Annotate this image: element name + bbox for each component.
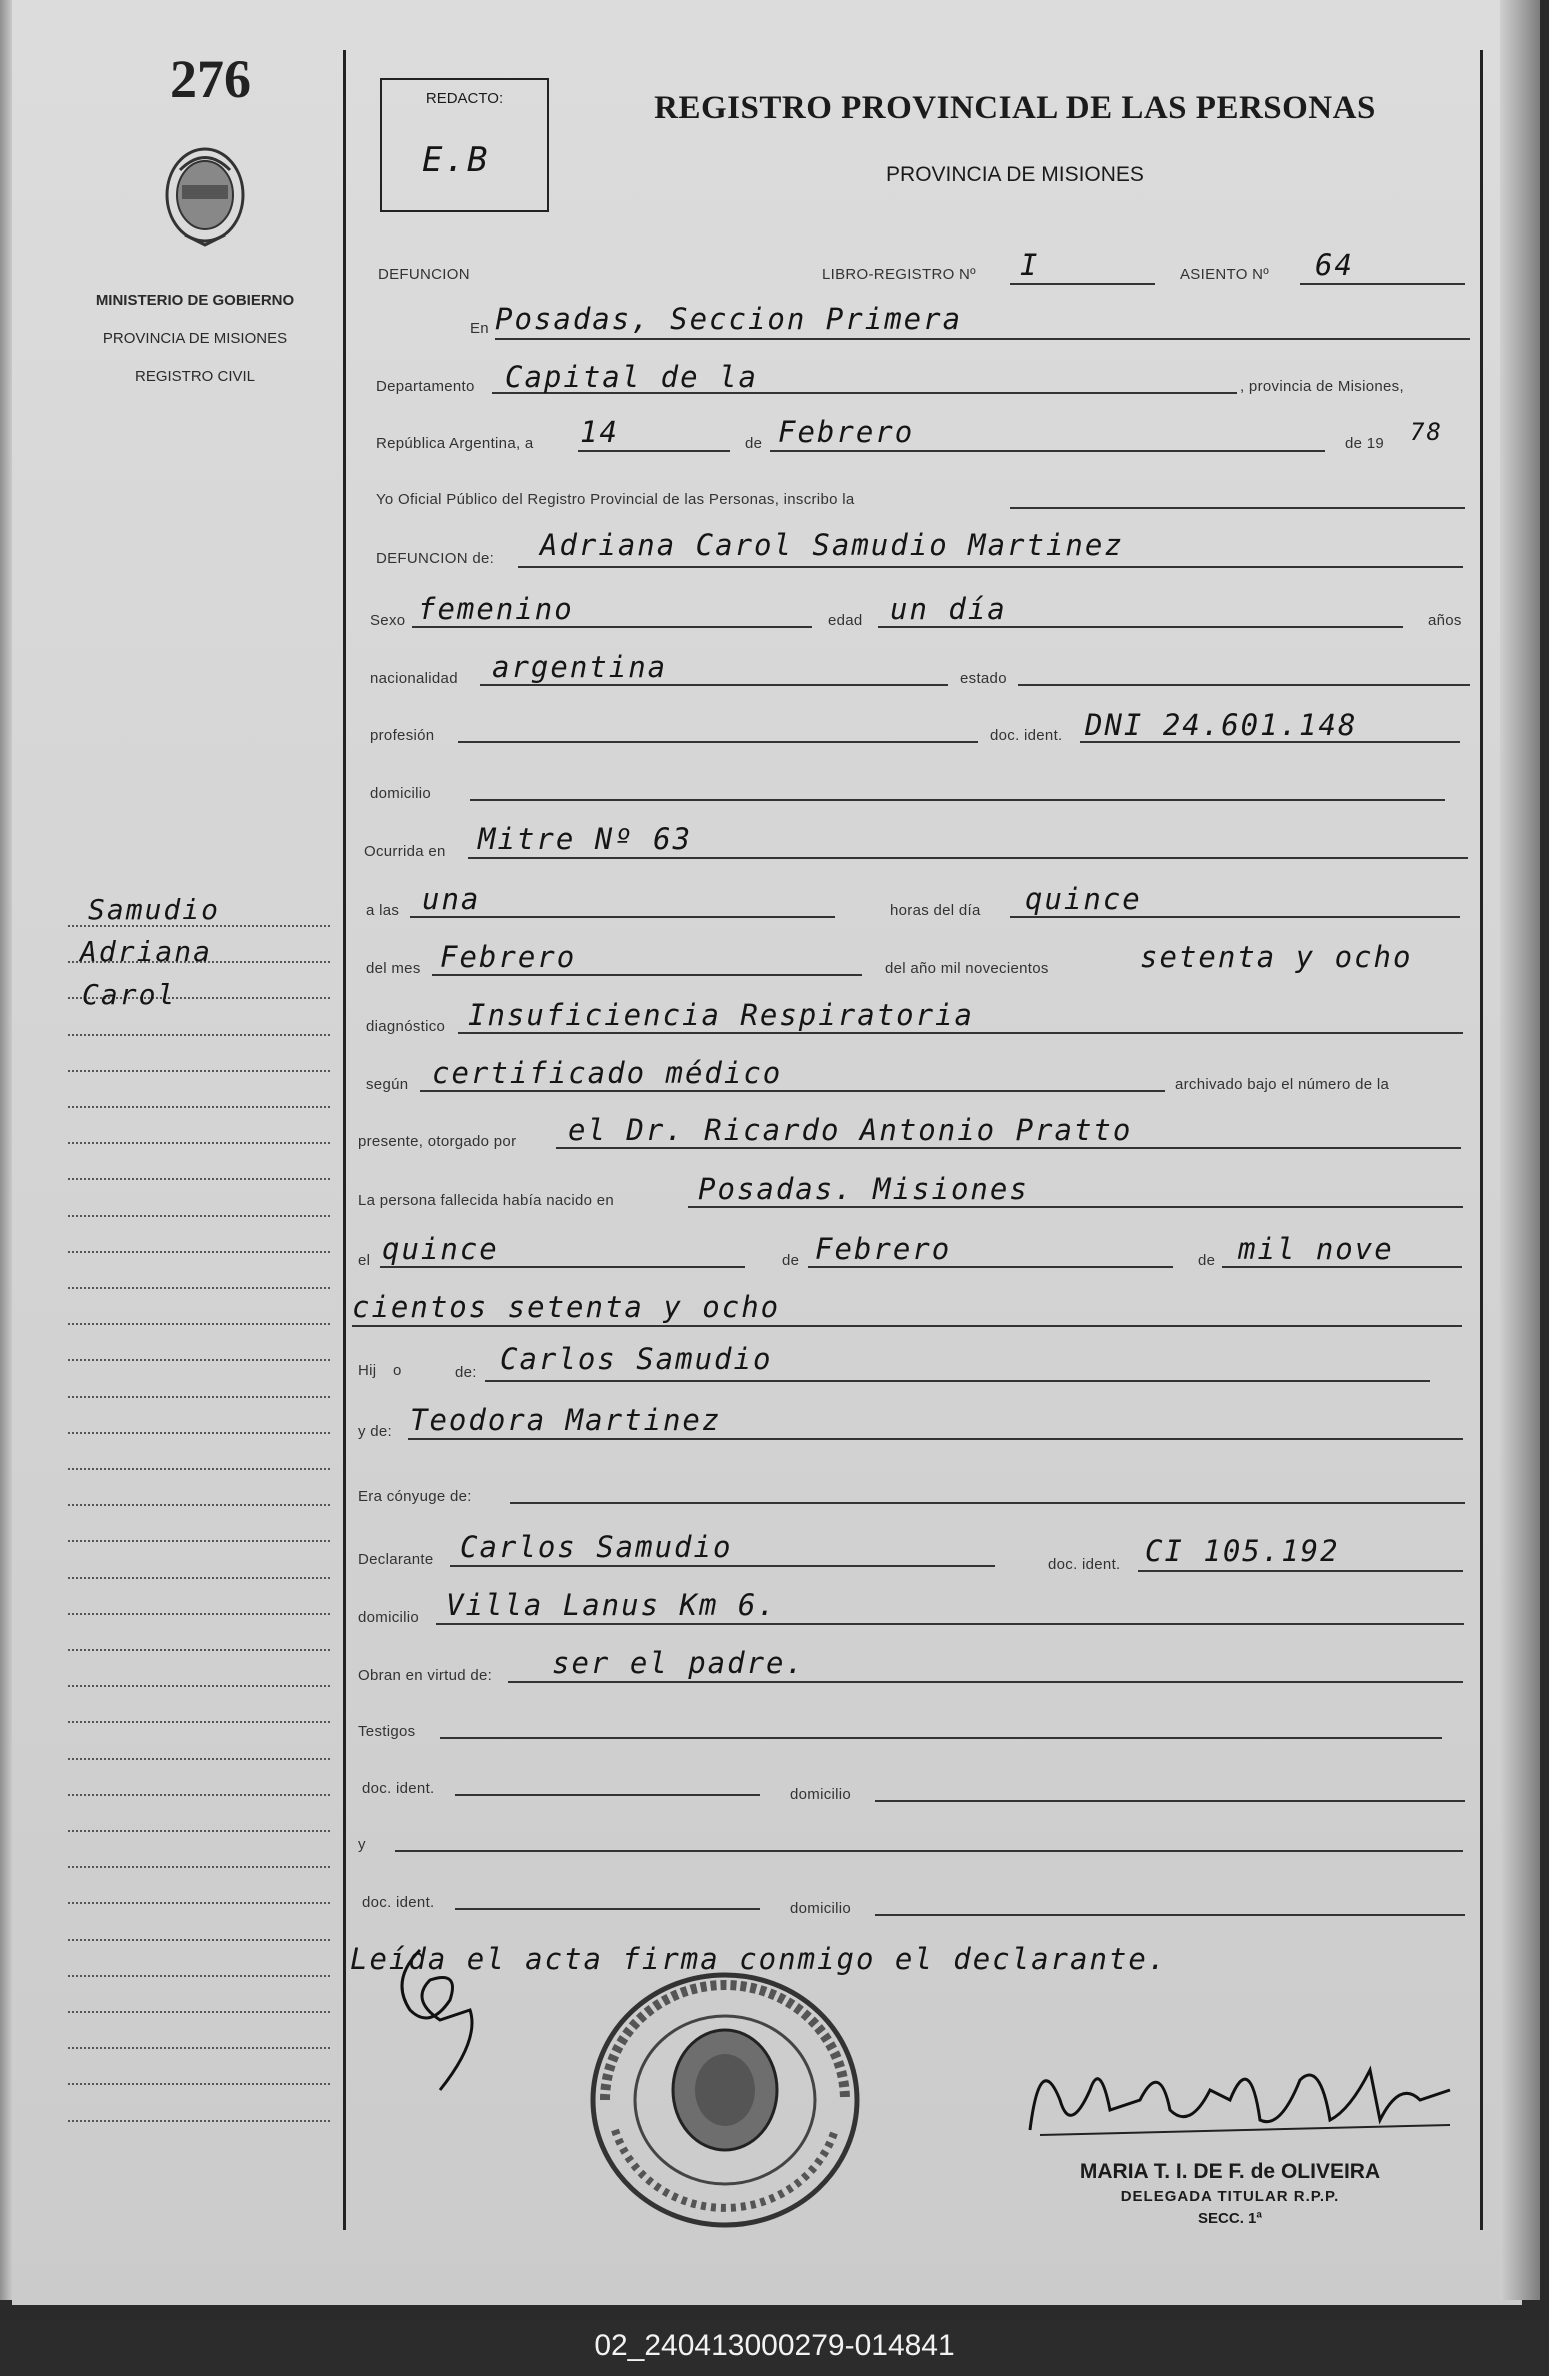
conyuge-line [510,1502,1465,1504]
testigo1-doc-label: doc. ident. [362,1780,435,1797]
margin-dotted-line [68,1251,330,1253]
margin-dotted-line [68,1685,330,1687]
margin-dotted-line [68,1142,330,1144]
testigo2-domicilio-label: domicilio [790,1900,852,1917]
nombre-value: Adriana Carol Samudio Martinez [540,528,1124,562]
del-mes-label: del mes [366,960,421,977]
de3-line [1222,1266,1462,1268]
ocurrida-line [468,857,1468,859]
presente-value: el Dr. Ricardo Antonio Pratto [568,1113,1133,1147]
declarante-label: Declarante [358,1551,434,1568]
conyuge-label: Era cónyuge de: [358,1488,472,1505]
closing-statement: Leída el acta firma conmigo el declarante. [350,1942,1168,1976]
document-title: REGISTRO PROVINCIAL DE LAS PERSONAS [654,90,1376,126]
margin-dotted-line [68,1432,330,1434]
margin-dotted-line [68,1396,330,1398]
margin-note: Carol [82,978,177,1011]
domicilio-label: domicilio [370,785,432,802]
libro-value: I [1020,248,1040,282]
margin-dotted-line [68,1106,330,1108]
asiento-label: ASIENTO Nº [1180,266,1270,283]
margin-note: Samudio [88,893,221,926]
hijo-de-label: de: [455,1364,477,1381]
domicilio-line [470,799,1445,801]
en-line [495,338,1470,340]
declarante-domicilio-label: domicilio [358,1609,420,1626]
a-las-label: a las [366,902,400,919]
margin-dotted-line [68,1758,330,1760]
nacido-value: Posadas. Misiones [698,1172,1029,1206]
declarante-doc-line [1138,1570,1463,1572]
edad-line [878,626,1403,628]
republica-label: República Argentina, a [376,435,534,452]
profesion-line [458,741,978,743]
y-de-label: y de: [358,1423,393,1440]
margin-dotted-line [68,1794,330,1796]
y-line [395,1850,1463,1852]
margin-dotted-line [68,1178,330,1180]
declarante-doc-label: doc. ident. [1048,1556,1121,1573]
declarante-domicilio-line [436,1623,1464,1625]
redacto-box [380,78,549,212]
document-subtitle: PROVINCIA DE MISIONES [886,163,1144,186]
mes-line [770,450,1325,452]
edad-value: un día [890,592,1007,626]
nacionalidad-value: argentina [492,650,668,684]
en-label: En [470,320,489,337]
folio-number: 276 [170,49,251,109]
nacido-line [688,1206,1463,1208]
margin-dotted-line [68,1613,330,1615]
testigo2-doc-line [455,1908,760,1910]
sexo-line [412,626,812,628]
estado-label: estado [960,670,1007,687]
defuncion-de-label: DEFUNCION de: [376,550,495,567]
asiento-value: 64 [1315,248,1354,282]
de-year-label: de 19 [1345,435,1385,452]
footer-id: 02_240413000279-014841 [594,2329,955,2362]
padre-line [485,1380,1430,1382]
y-label: y [358,1836,366,1853]
a-las-line [410,916,835,918]
record-type-label: DEFUNCION [378,266,470,283]
oficial-text: Yo Oficial Público del Registro Provincial de las Personas, inscribo la [376,491,855,508]
segun-underline [420,1090,1165,1092]
madre-line [408,1438,1463,1440]
margin-dotted-line [68,1939,330,1941]
hijo-label: Hij [358,1362,377,1379]
margin-dotted-line [68,1287,330,1289]
margin-dotted-line [68,1034,330,1036]
margin-dotted-line [68,1468,330,1470]
margin-dotted-line [68,1070,330,1072]
testigo1-doc-line [455,1794,760,1796]
horas-line [1010,916,1460,918]
segun-value: certificado médico [432,1056,783,1090]
testigos-line [440,1737,1442,1739]
margin-dotted-line [68,1504,330,1506]
page-right-edge [1500,0,1540,2300]
profesion-label: profesión [370,727,435,744]
oficial-line [1010,507,1465,509]
padre-value: Carlos Samudio [500,1342,773,1376]
el-line [380,1266,745,1268]
presente-label: presente, otorgado por [358,1133,517,1150]
a-las-value: una [422,882,481,916]
signature-right [1020,2040,1460,2150]
margin-dotted-line [68,1866,330,1868]
hijo-suffix: o [393,1362,402,1379]
edad-label: edad [828,612,863,629]
margin-dotted-line [68,2083,330,2085]
ocurrida-label: Ocurrida en [364,843,446,860]
margin-dotted-line [68,1540,330,1542]
testigo2-doc-label: doc. ident. [362,1894,435,1911]
de3-label: de [1198,1252,1216,1269]
stamp-line3: SECC. 1ª [1198,2210,1262,2227]
obran-label: Obran en virtud de: [358,1667,493,1684]
mes-value: Febrero [778,415,915,449]
asiento-line [1300,283,1465,285]
el-value: quince [382,1232,499,1266]
margin-dotted-line [68,1215,330,1217]
dia-value: 14 [580,415,619,449]
madre-value: Teodora Martinez [410,1403,722,1437]
margin-dotted-line [68,1323,330,1325]
del-mes-value: Febrero [440,940,577,974]
margin-dotted-line [68,1975,330,1977]
stamp-line2: DELEGADA TITULAR R.P.P. [1120,2188,1340,2205]
departamento-label: Departamento [376,378,475,395]
doc-ident-label: doc. ident. [990,727,1063,744]
provincia-suffix: , provincia de Misiones, [1240,378,1404,395]
del-ano-value: setenta y ocho [1140,940,1413,974]
margin-dotted-line [68,2120,330,2122]
de-label: de [745,435,763,452]
margin-dotted-line [68,1359,330,1361]
horas-value: quince [1025,882,1142,916]
continuation-value: cientos setenta y ocho [352,1290,781,1324]
obran-value: ser el padre. [552,1646,805,1680]
left-frame-line [343,50,346,2230]
declarante-doc-value: CI 105.192 [1145,1534,1340,1568]
diagnostico-value: Insuficiencia Respiratoria [468,998,974,1032]
nacionalidad-line [480,684,948,686]
margin-note: Adriana [80,935,213,968]
continuation-line [352,1325,1462,1327]
nacido-label: La persona fallecida había nacido en [358,1192,614,1209]
coat-of-arms-icon [160,140,250,250]
sexo-value: femenino [418,592,574,626]
de2-value: Febrero [815,1232,952,1266]
margin-dotted-line [68,2011,330,2013]
de2-label: de [782,1252,800,1269]
el-label: el [358,1252,371,1269]
testigos-label: Testigos [358,1723,416,1740]
right-frame-line [1480,50,1483,2230]
obran-line [508,1681,1463,1683]
diagnostico-label: diagnóstico [366,1018,446,1035]
segun-label: según [366,1076,409,1093]
ministry-line1: MINISTERIO DE GOBIERNO [95,292,295,309]
margin-dotted-line [68,1902,330,1904]
testigo1-domicilio-label: domicilio [790,1786,852,1803]
libro-line [1010,283,1155,285]
declarante-line [450,1565,995,1567]
year-value: 78 [1410,418,1443,446]
del-ano-label: del año mil novecientos [885,960,1049,977]
doc-ident-value: DNI 24.601.148 [1085,708,1358,742]
official-round-seal [575,1960,875,2240]
anos-label: años [1428,612,1462,629]
ocurrida-value: Mitre Nº 63 [478,822,693,856]
ministry-line3: REGISTRO CIVIL [134,368,256,385]
de3-value: mil nove [1238,1232,1394,1266]
testigo2-domicilio-line [875,1914,1465,1916]
margin-dotted-line [68,1649,330,1651]
de2-line [808,1266,1173,1268]
stamp-name: MARIA T. I. DE F. de OLIVEIRA [1079,2160,1381,2183]
ministry-line2: PROVINCIA DE MISIONES [102,330,288,347]
redacto-label: REDACTO: [425,90,504,107]
departamento-value: Capital de la [505,360,758,394]
horas-label: horas del día [890,902,981,919]
declarante-domicilio-value: Villa Lanus Km 6. [446,1588,777,1622]
dia-line [578,450,730,452]
margin-dotted-line [68,1721,330,1723]
archivado-label: archivado bajo el número de la [1175,1076,1390,1093]
nacionalidad-label: nacionalidad [370,670,458,687]
testigo1-domicilio-line [875,1800,1465,1802]
libro-label: LIBRO-REGISTRO Nº [822,266,976,283]
margin-dotted-line [68,1577,330,1579]
redacto-value: E.B [422,140,490,180]
nombre-line [518,566,1463,568]
margin-dotted-line [68,1830,330,1832]
ministry-heading [90,282,300,396]
sexo-label: Sexo [370,612,406,629]
declarante-value: Carlos Samudio [460,1530,733,1564]
estado-line [1018,684,1470,686]
del-mes-line [432,974,862,976]
presente-line [556,1147,1461,1149]
margin-dotted-line [68,2047,330,2049]
signature-left [380,1940,530,2100]
en-value: Posadas, Seccion Primera [495,302,963,336]
diagnostico-line [458,1032,1463,1034]
